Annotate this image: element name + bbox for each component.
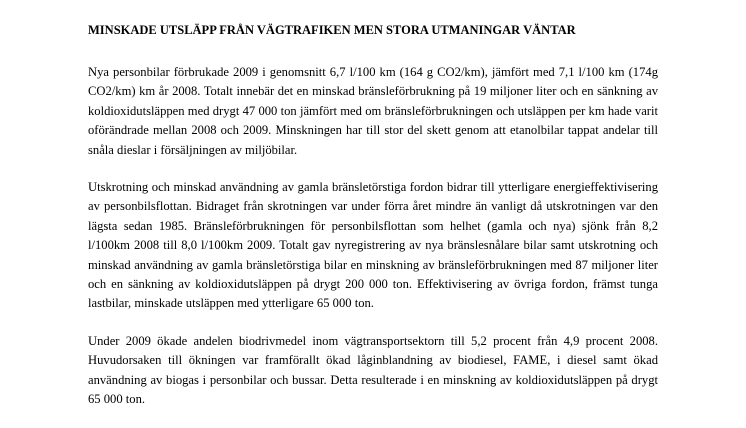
document-title: MINSKADE UTSLÄPP FRÅN VÄGTRAFIKEN MEN STORA UTMANINGAR VÄNTAR — [88, 23, 576, 37]
paragraph-new-cars: Nya personbilar förbrukade 2009 i genomsnitt 6,7 l/100 km (164 g CO2/km), jämfört med 7,1 l/100 km (174g CO2/km) km år 2008. Totalt innebär det en minskad bränsleförbrukning på 19 miljoner liter och en sänkning av koldioxidutsläppen med drygt 47 000 ton jämfört med om bränsleförbrukningen och utsläppen per km hade varit oförändrade mellan 2008 och 2009. Minskningen har till stor del skett genom att etanolbilar tappat andelar till snåla dieslar i försäljningen av miljöbilar. — [88, 65, 658, 157]
document-page — [88, 22, 658, 428]
paragraph-scrapping: Utskrotning och minskad användning av gamla bränsletörstiga fordon bidrar till ytterligare energieffektivisering av personbilsflottan. Bidraget från skrotningen var under förra året mindre än vanligt då utskrotningen var den lägsta sedan 1985. Bränsleförbrukningen för personbilsflottan som helhet (gamla och nya) sjönk från 8,2 l/100km 2008 till 8,0 l/100km 2009. Totalt gav nyregistrering av nya bränslesnålare bilar samt utskrotning och minskad användning av gamla bränsletörstiga bilar en minskning av bränsleförbrukningen med 87 miljoner liter och en sänkning av koldioxidutsläppen på drygt 200 000 ton. Effektivisering av övriga fordon, främst tunga lastbilar, minskade utsläppen med ytterligare 65 000 ton. — [88, 180, 658, 311]
paragraph-biofuels: Under 2009 ökade andelen biodrivmedel inom vägtransportsektorn till 5,2 procent från 4,9 procent 2008. Huvudorsaken till ökningen var framförallt ökad låginblandning av biodiesel, FAME, i diesel samt ökad användning av biogas i personbilar och bussar. Detta resulterade i en minskning av koldioxidutsläppen på drygt 65 000 ton. — [88, 333, 658, 407]
